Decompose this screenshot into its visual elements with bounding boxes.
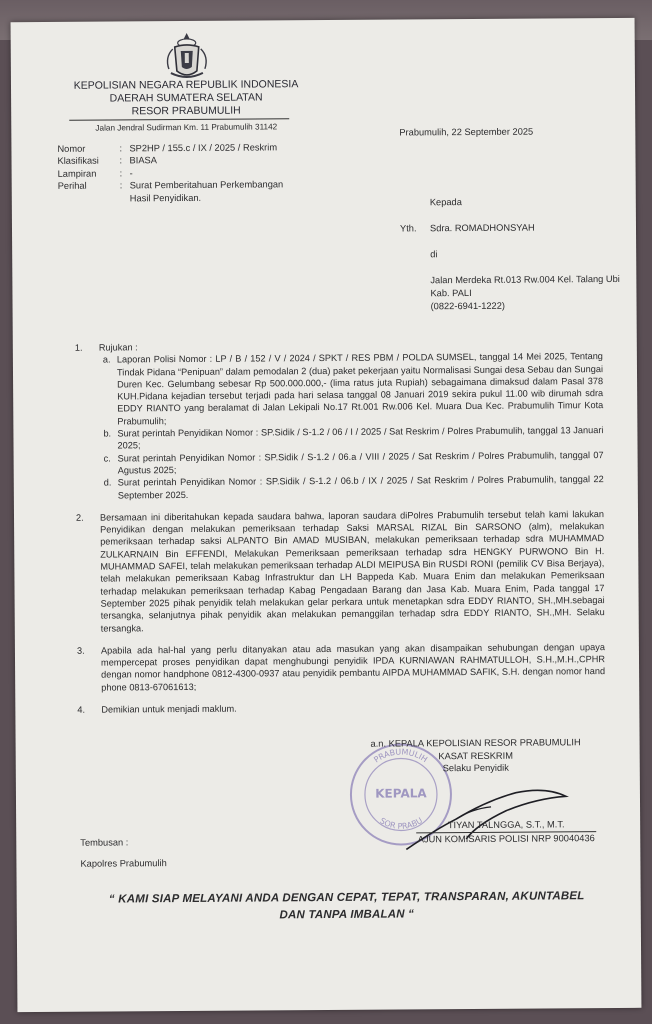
org-line-1: KEPOLISIAN NEGARA REPUBLIK INDONESIA [73,78,299,92]
item-4-text: Demikian untuk menjadi maklum. [101,703,237,715]
reference-a [99,350,604,427]
motto-line-1: “ KAMI SIAP MELAYANI ANDA DENGAN CEPAT, TEPAT, TRANSPARAN, AKUNTABEL [108,890,585,906]
item-number: 2. [75,512,84,523]
tembusan-recipient: Kapolres Prabumulih [80,858,167,869]
body-item-4 [75,700,605,716]
meta-sep: : [119,143,123,154]
signatory-name: TIYAN TALNGGA, S.T., M.T. [416,818,596,833]
item-3-text: Apabila ada hal-hal yang perlu ditanyakan atau ada masukan yang akan disampaikan sehubungan dengan upaya mempercepat proses penyidikan dapat menghubungi penyidik IPDA KURNIAWAN RAHMATULLOH, S.H.,M.H.,CPHR dengan nomor handphone 0812-4300-0937 atau penyidik pembantu AIPDA MUHAMMAD SAFIK, S.H. dengan nomor hand phone 0813-67061613; [100,641,606,693]
letter-page [11,18,642,1012]
signature-line-3: Selaku Penyidik [442,762,509,774]
signature-block [356,736,596,775]
meta-label: Perihal [57,180,87,192]
letter-meta [57,141,304,205]
reference-text: Surat perintah Penyidikan Nomor : SP.Sidik / S-1.2 / 06.b / IX / 2025 / Sat Reskrim / Polres Prabumulih, tanggal 22 September 2025. [117,474,604,501]
org-line-2: DAERAH SUMATERA SELATAN [109,91,263,105]
motto [97,888,597,925]
reference-text: Laporan Polisi Nomor : LP / B / 152 / V / 2024 / SPKT / RES PBM / POLDA SUMSEL, tanggal 14 Mei 2025, Tentang Tindak Pidana “Penipuan” dalam pemodalan 2 (dua) paket pekerjaan yaitu Normalisasi Sungai desa Sebau dan Sungai Duren Kec. Gelumbang sebesar Rp 500.000.000,- (lima ratus juta Rupiah) sebagaimana dimaksud dalam Pasal 378 KUH.Pidana kejadian tersebut terjadi pada hari selasa tanggal 08 Januari 2019 sekira pukul 11.00 wib dirumah sdra EDDY RIANTO yang beralamat di Jalan Lekipali No.17 Rt.001 Rw.006 Kel. Muara Dua Kec. Prabumulih Timur Kota Prabumulih; [116,351,604,427]
reference-text: Surat perintah Penyidikan Nomor : SP.Sidik / S-1.2 / 06 / I / 2025 / Sat Reskrim / Polres Prabumulih, tanggal 13 Januari 2025; [117,425,604,451]
letterhead [61,78,311,119]
signatory-rank: AJUN KOMISARIS POLISI NRP 90040436 [417,833,595,845]
letterhead-address: Jalan Jendral Sudirman Km. 11 Prabumulih 31142 [95,122,278,133]
item-2-text: Bersamaan ini diberitahukan kepada saudara bahwa, laporan saudara diPolres Prabumulih tersebut telah kami lakukan Penyidikan dengan melakukan pemeriksaan terhadap Saksi MARSAL RIZAL Bin SARSONO (alm), melakukan pemeriksaan terhadap saksi ALPANTO Bin AMAD MUSIBAN, melakukan pemeriksaan terhadap sdra MUHAMMAD ZULKARNAIN Bin EFFENDI, Melakukan Pemeriksaan pemeriksaan terhadap sdra HENGKY PURWONO Bin H. MUHAMMAD SAFEI, telah melakukan pemeriksaan terhadap ALDI MEIPUSA Bin RUSDI RONI (pemilik CV Bisa Berjaya), telah melakukan pemeriksaan Kabag Infrastruktur dan LH Bappeda Kab. Muara Enim dan melakukan Pemeriksaan terhadap melakukan pemeriksaan terhadap Kabag Pengadaan Barang dan Jasa Kab. Muara Enim, Pada tanggal 17 September 2025 pihak penyidik telah melakukan gelar perkara untuk menetapkan sdra EDDY RIANTO, SH.,MH.sebagai tersangka, selanjutnya pihak penyidik akan melakukan pemanggilan terhadap sdra EDDY RIANTO, SH.,MH. Selaku tersangka. [99,508,605,634]
letter-body [73,338,606,726]
letterhead-divider [69,118,289,121]
reference-letter: a. [102,354,111,365]
item-1-title: Rujukan : [98,342,138,353]
kepada-label: Kepada [429,197,462,208]
meta-sep: : [119,180,123,191]
org-line-3: RESOR PRABUMULIH [131,104,241,118]
motto-line-2: DAN TANPA IMBALAN “ [279,908,415,922]
meta-sep: : [119,155,123,166]
place-date: Prabumulih, 22 September 2025 [399,126,534,138]
reference-letter: b. [103,428,112,439]
reference-b [99,424,603,452]
stamp-center-text: KEPALA [375,786,427,801]
body-item-3 [75,641,605,694]
recipient-name: Sdra. ROMADHONSYAH [429,222,535,234]
recipient-phone: (0822-6941-1222) [430,300,506,312]
meta-row-nomor [57,141,304,155]
yth-label: Yth. [399,223,417,234]
meta-label: Lampiran [57,168,97,179]
di-label: di [430,249,438,260]
meta-label: Nomor [57,143,86,154]
meta-label: Klasifikasi [57,155,99,167]
item-number: 1. [74,342,83,353]
recipient-address: Jalan Merdeka Rt.013 Rw.004 Kel. Talang Ubi Kab. PALI [430,273,620,298]
meta-value: BIASA [129,155,157,166]
reference-d [100,473,604,501]
tembusan-label: Tembusan : [80,837,129,848]
item-number: 4. [77,704,86,715]
meta-value: SP2HP / 155.c / IX / 2025 / Reskrim [129,142,278,154]
body-item-2 [74,508,605,635]
signature-line-1: a.n. KEPALA KEPOLISIAN RESOR PRABUMULIH [370,737,581,749]
reference-text: Surat perintah Penyidikan Nomor : SP.Sidik / S-1.2 / 06.a / VIII / 2025 / Sat Reskrim / Polres Prabumulih, tanggal 07 Agustus 2025; [117,449,604,476]
reference-c [100,449,604,477]
reference-letter: c. [103,453,111,464]
reference-letter: d. [103,477,112,488]
body-item-1 [73,338,604,502]
item-number: 3. [76,645,85,656]
stamp-top-text: PRABUMULIH [372,747,430,765]
meta-row-perihal [58,178,305,205]
signature-line-2: KASAT RESKRIM [438,750,513,761]
meta-value: - [129,168,133,179]
meta-value: Surat Pemberitahuan Perkembangan Hasil Penyidikan. [129,179,284,203]
stamp-bottom-text: SOR PRABU [378,815,425,831]
police-emblem-logo [159,31,215,83]
meta-sep: : [119,168,123,179]
